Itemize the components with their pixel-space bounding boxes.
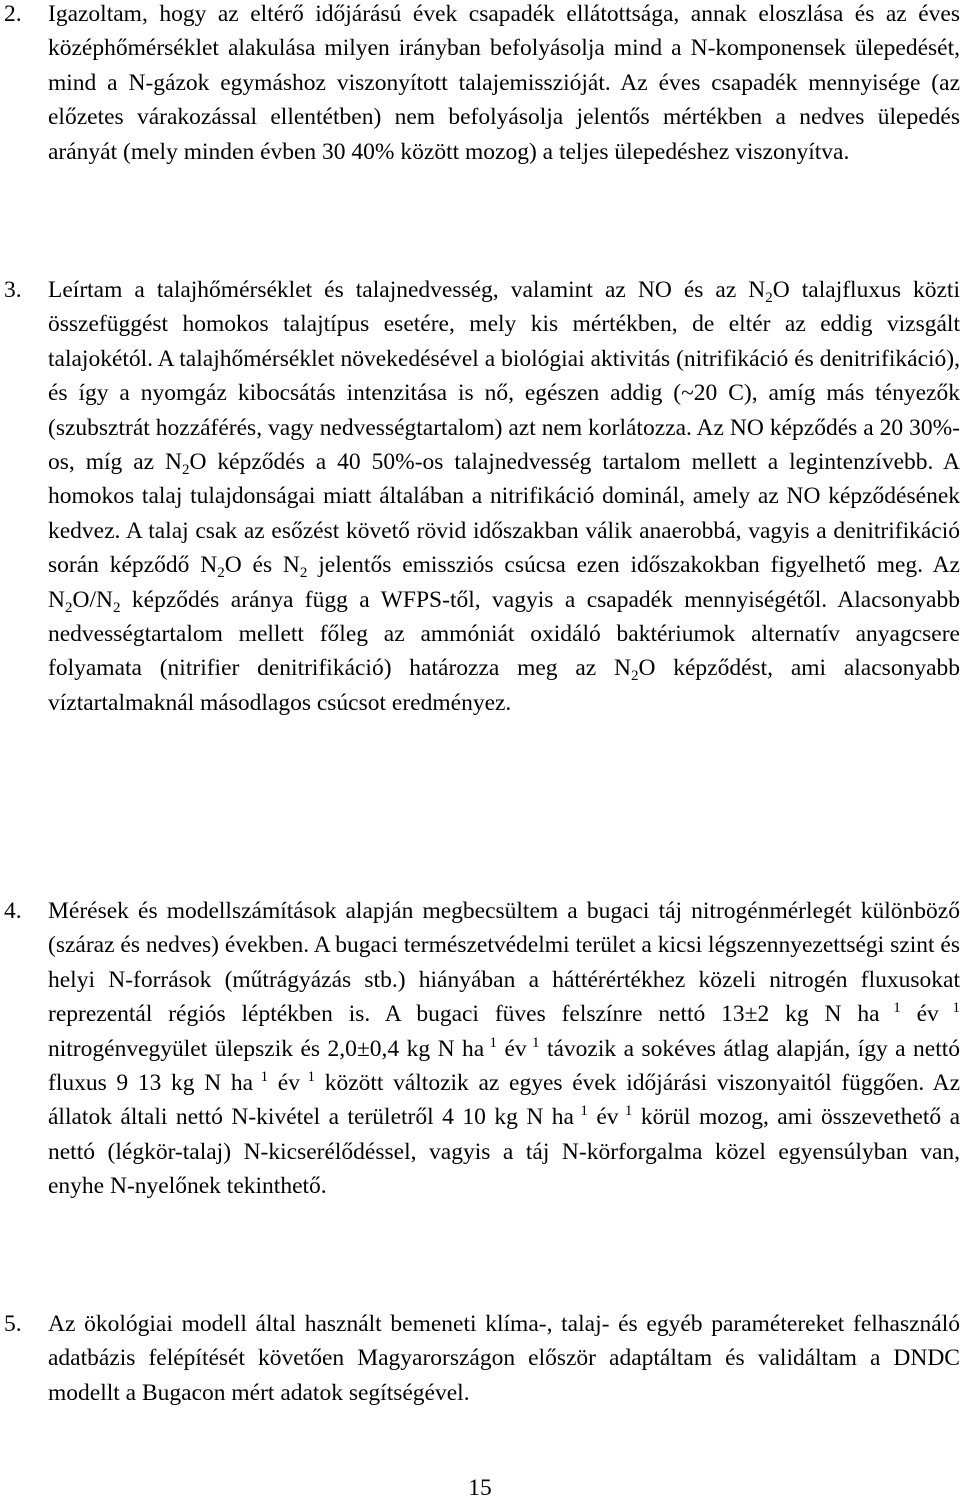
- text-run: Igazoltam, hogy az eltérő időjárású évek csapadék ellátottsága, annak eloszlása és az éves középhőmérséklet alakulása milyen irányban befolyásolja mind a N-komponensek ülepedését, mind a N-gázok egymáshoz viszonyított talajemisszióját. Az éves csapadék mennyisége (az előzetes várakozással ellentétben) nem befolyásolja jelentős mértékben a nedves ülepedés arányát (mely minden évben 30 40% között mozog) a teljes ülepedéshez viszonyítva.: [48, 1, 960, 165]
- item-number: 2.: [4, 1, 22, 27]
- text-run: O képződés a 40 50%-os talajnedvesség tartalom mellett a legintenzívebb. A homokos talaj tulajdonságai miatt általában a nitrifikáció dominál, amely az NO képződésének kedvez. A talaj csak az esőzést követő rövid időszakban válik anaerobbá, vagyis a denitrifikáció során képződő N: [48, 449, 960, 579]
- page-number: 15: [468, 1475, 492, 1501]
- superscript: 1: [879, 1000, 901, 1017]
- subscript: 2: [217, 565, 225, 582]
- subscript: 2: [182, 462, 190, 479]
- text-run: O és N: [224, 552, 300, 579]
- item-text: [48, 1307, 960, 1410]
- text-run: év: [268, 1070, 300, 1097]
- text-run: nitrogénvegyület ülepszik és 2,0±0,4 kg N ha: [48, 1035, 485, 1062]
- list-item-2: [4, 0, 960, 169]
- text-run: Az ökológiai modell által használt bemeneti klíma-, talaj- és egyéb paramétereket felhasználó adatbázis felépítését követően Magyarországon először adaptáltam és validáltam a DNDC modellt a Bugacon mért adatok segítségével.: [48, 1311, 960, 1406]
- item-number: 3.: [4, 277, 22, 303]
- list-item-4: [4, 894, 960, 1204]
- item-text: [48, 0, 960, 169]
- text-run: jelentős emissziós csúcsa ezen időszakokban figyelhető meg. Az N: [48, 552, 960, 613]
- superscript: 1: [573, 1103, 588, 1120]
- superscript: 1: [299, 1069, 316, 1086]
- text-run: év: [587, 1104, 619, 1131]
- subscript: 2: [64, 599, 73, 616]
- text-run: O talajfluxus közti összefüggést homokos talajtípus esetére, mely kis mértékben, de eltér az eddig vizsgált talajokétól. A talajhőmérséklet növekedésével a biológiai aktivitás (nitrifikáció és denitrifikáció), és így a nyomgáz kibocsátás intenzitása is nő, egészen addig (~20 C), amíg más tényezők (szubsztrát hozzáférés, vagy nedvességtartalom) azt nem korlátozza. Az NO képződés a 20 30%-os, míg az N: [48, 277, 960, 476]
- item-number: 5.: [4, 1311, 22, 1337]
- text-run: O/N: [72, 586, 113, 613]
- text-run: Mérések és modellszámítások alapján megbecsültem a bugaci táj nitrogénmérlegét különböző (száraz és nedves) években. A bugaci természetvédelmi terület a kicsi légszennyezettségi szint és helyi N-források (műtrágyázás stb.) hiányában a háttérértékhez közeli nitrogén fluxusokat reprezentál régiós léptékben is. A bugaci füves felszínre nettó 13±2 kg N ha: [48, 898, 960, 1028]
- superscript: 1: [938, 1000, 960, 1017]
- list-item-3: [4, 273, 960, 720]
- text-run: körül mozog, ami összevethető a nettó (légkör-talaj) N-kicserélődéssel, vagyis a táj N-körforgalma közel egyensúlyban van, enyhe N-nyelőnek tekinthető.: [48, 1104, 960, 1200]
- text-run: O képződést, ami alacsonyabb víztartalmaknál másodlagos csúcsot eredményez.: [48, 655, 960, 716]
- text-run: év: [497, 1035, 527, 1062]
- text-run: távozik a sokéves átlag alapján, így a nettó fluxus 9 13 kg N ha: [48, 1035, 960, 1097]
- text-run: képződés aránya függ a WFPS-től, vagyis a csapadék mennyiségétől. Alacsonyabb nedvességtartalom mellett főleg az ammóniát oxidáló baktériumok alternatív anyagcsere folyamata (nitrifier denitrifikáció) határozza meg az N: [48, 586, 960, 682]
- superscript: 1: [253, 1069, 269, 1086]
- item-text: [48, 894, 960, 1204]
- superscript: 1: [526, 1034, 540, 1051]
- list-item-5: [4, 1307, 960, 1410]
- subscript: 2: [765, 290, 773, 306]
- text-run: év: [900, 1001, 939, 1028]
- text-run: között változik az egyes évek időjárási viszonyaitól függően. Az állatok általi nettó N-kivétel a területről 4 10 kg N ha: [48, 1070, 960, 1131]
- subscript: 2: [112, 599, 121, 616]
- subscript: 2: [630, 668, 639, 685]
- superscript: 1: [618, 1103, 633, 1120]
- text-run: Leírtam a talajhőmérséklet és talajnedvesség, valamint az NO és az N: [48, 277, 766, 303]
- item-text: [48, 273, 960, 720]
- subscript: 2: [299, 565, 308, 582]
- item-number: 4.: [4, 898, 22, 924]
- superscript: 1: [484, 1034, 498, 1051]
